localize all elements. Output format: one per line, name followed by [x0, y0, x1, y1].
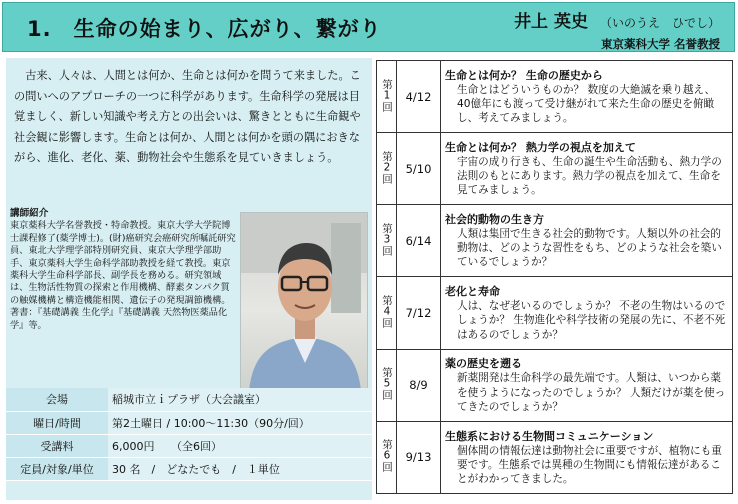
session-number: 第1回 — [381, 78, 393, 112]
course-intro: 古来、人々は、人間とは何か、生命とは何かを問うて来ました。この問いへのアプローチの一つに科学があります。生命科学の発展は目覚ましく、新しい知識や考え方との出会いは、驚きとともに生命観や社会観に影響します。生命とは何か、人間とは何かを頭の隅におきながら、進化、老化、薬、動物社会や生態系を見ていきましょう。 — [14, 69, 361, 164]
info-value: 30 名 / どなたでも / １単位 — [108, 457, 372, 480]
header-bar — [2, 2, 735, 52]
session-description: 個体間の情報伝達は動物社会に重要ですが、植物にも重要です。生態系では異種の生物間にも情報伝達があることがわかってきました。 — [457, 444, 722, 485]
lecturer-name-block — [514, 7, 720, 52]
schedule-row — [377, 421, 733, 493]
session-title: 生態系における生物間コミュニケーション — [445, 429, 654, 443]
session-title: 生命とは何か？ 熱力学の視点を加えて — [445, 140, 636, 154]
session-date: 5/10 — [397, 133, 441, 205]
lecturer-name: 井上 英史 — [514, 12, 588, 32]
lecturer-affiliation: 東京薬科大学 名誉教授 — [600, 37, 720, 51]
lecturer-profile — [10, 208, 236, 332]
info-row — [6, 388, 372, 411]
session-description: 新薬開発は生命科学の最先端です。人類は、いつから薬を使うようになったのでしょうか？ 人類だけが薬を使ってきたのでしょうか？ — [457, 372, 726, 413]
session-date: 6/14 — [397, 205, 441, 277]
session-date: 8/9 — [397, 349, 441, 421]
session-number: 第4回 — [381, 295, 393, 329]
session-date: 7/12 — [397, 277, 441, 349]
info-row — [6, 411, 372, 434]
page-title: 1. 生命の始まり、広がり、繋がり — [27, 17, 382, 41]
info-value: 6,000円 （全6回） — [108, 434, 372, 457]
session-description: 人は、なぜ老いるのでしょうか？ 不老の生物はいるのでしょうか？ 生物進化や科学技術の発展の先に、不老不死はあるのでしょうか？ — [457, 300, 726, 341]
lecturer-name-kana: （いのうえ ひでし） — [599, 16, 720, 30]
schedule-row — [377, 205, 733, 277]
session-number: 第6回 — [381, 439, 393, 473]
info-key: 受講料 — [6, 434, 108, 457]
info-key: 曜日/時間 — [6, 411, 108, 434]
session-title: 薬の歴史を遡る — [445, 357, 522, 371]
lecturer-bio: 東京薬科大学名誉教授・特命教授。東京大学大学院博士課程修了(薬学博士)。(財)癌研究会癌研究所嘱託研究員、東北大学理学部特別研究員、東京大学理学部助手、東京薬科大学生命科学部助教授を経て教授。東京薬科大学生命科学部長、副学長を務める。研究領域は、生物活性物質の探索と作用機構、酵素タンパク質の触媒機構と構造機能相関、遺伝子の発現調節機構。著書：『基礎講義 生化学』『基礎講義 天然物医薬品化学』等。 — [10, 220, 236, 331]
info-row — [6, 457, 372, 480]
info-value: 第2土曜日 / 10:00～11:30（90分/回） — [108, 411, 372, 434]
session-title: 社会的動物の生き方 — [445, 213, 544, 227]
schedule-row — [377, 277, 733, 349]
session-description: 生命とはどういうものか？ 数度の大絶滅を乗り越え、40億年にも渡って受け継がれて来た生命の歴史を俯瞰し、考えてみましょう。 — [457, 83, 716, 125]
session-number: 第3回 — [381, 222, 393, 256]
info-row — [6, 434, 372, 457]
session-title: 老化と寿命 — [445, 285, 500, 299]
lecture-schedule-table — [376, 60, 733, 494]
info-value: 稲城市立ｉプラザ（大会議室） — [108, 388, 372, 411]
lecturer-profile-label: 講師紹介 — [10, 208, 49, 219]
session-title: 生命とは何か？ 生命の歴史から — [445, 68, 603, 82]
session-number: 第2回 — [381, 150, 393, 184]
session-number: 第5回 — [381, 367, 393, 401]
info-key: 定員/対象/単位 — [6, 457, 108, 480]
session-date: 9/13 — [397, 421, 441, 493]
info-key: 会場 — [6, 388, 108, 411]
session-description: 宇宙の成り行きも、生命の誕生や生命活動も、熱力学の法則のもとにあります。熱力学の視点を加えて、生命を見てみましょう。 — [457, 155, 722, 197]
schedule-row — [377, 349, 733, 421]
lecturer-photo — [240, 212, 368, 390]
schedule-row — [377, 133, 733, 205]
session-date: 4/12 — [397, 61, 441, 133]
session-description: 人類は集団で生きる社会的動物です。人類以外の社会的動物は、どのような習性をもち、どのような社会を築いているでしょうか？ — [457, 228, 722, 269]
course-info-table — [6, 388, 372, 481]
schedule-row — [377, 61, 733, 133]
